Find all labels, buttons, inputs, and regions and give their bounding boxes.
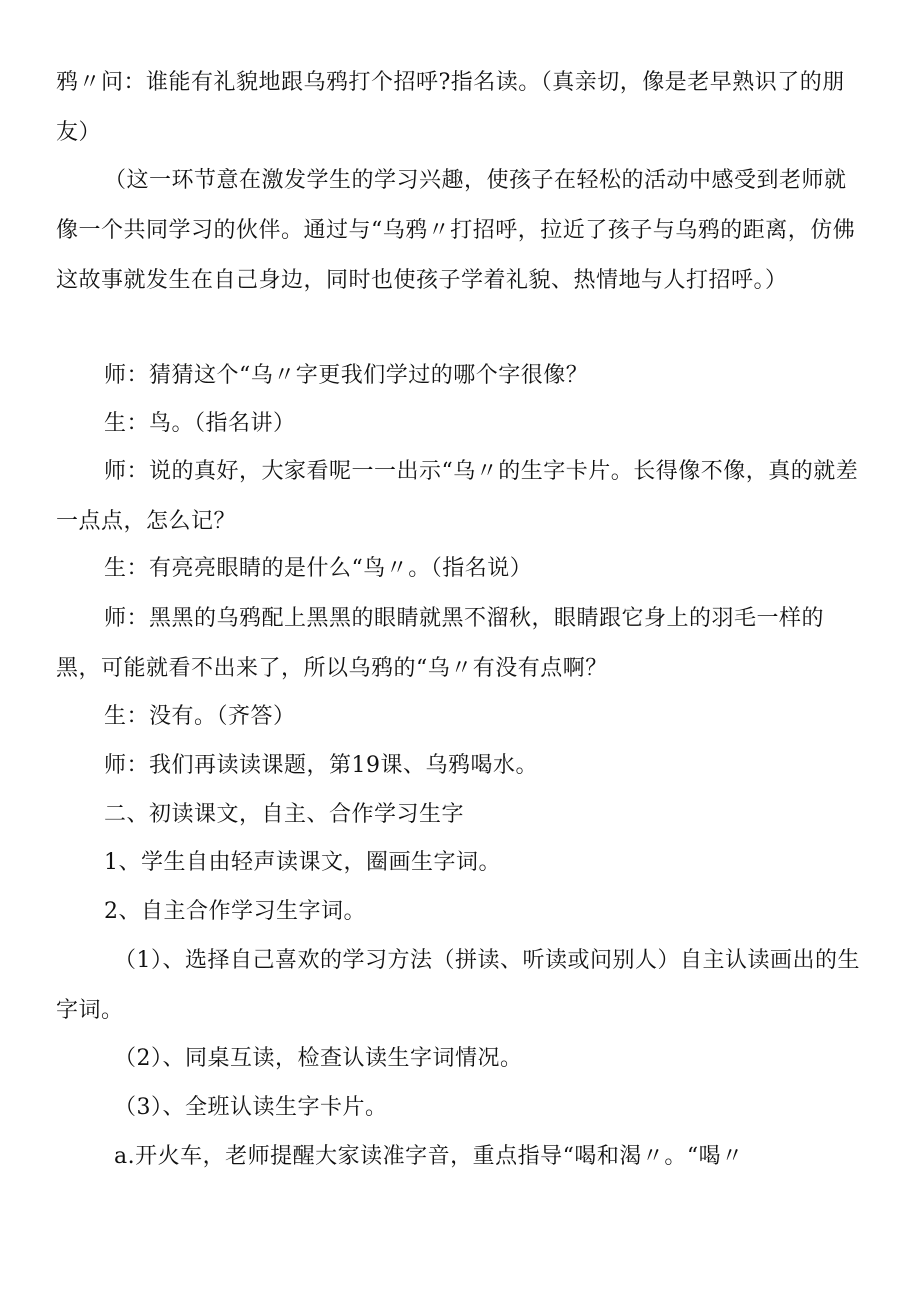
list-item-2: 2、自主合作学习生字词。 [104, 899, 366, 924]
paragraph-teacher-guess: 师：猜猜这个“乌〃字更我们学过的哪个字很像？ [104, 363, 589, 388]
paragraph-student-no: 生：没有。（齐答） [104, 704, 296, 729]
paragraph-teacher-title: 师：我们再读读课题，第19课、乌鸦喝水。 [104, 753, 538, 778]
paragraph-greeting: 鸦〃问：谁能有礼貌地跟乌鸦打个招呼?指名读。（真亲切，像是老早熟识了的朋友） [56, 70, 845, 145]
sub-item-1: （1）、选择自己喜欢的学习方法（拼读、听读或问别人）自主认读画出的生字词。 [56, 948, 860, 1023]
sub-item-3: （3）、全班认读生字卡片。 [114, 1095, 388, 1120]
paragraph-teacher-card: 师：说的真好，大家看呢一一出示“乌〃的生字卡片。长得像不像，真的就差一点点，怎么记？ [56, 459, 859, 534]
paragraph-student-eyes: 生：有亮亮眼睛的是什么“鸟〃。（指名说） [104, 556, 533, 581]
paragraph-teacher-black: 师：黑黑的乌鸦配上黑黑的眼睛就黑不溜秋，眼睛跟它身上的羽毛一样的黑，可能就看不出来了，所以乌鸦的“乌〃有没有点啊？ [56, 606, 825, 681]
paragraph-design-note: （这一环节意在激发学生的学习兴趣，使孩子在轻松的活动中感受到老师就像一个共同学习的伙伴。通过与“乌鸦〃打招呼，拉近了孩子与乌鸦的距离，仿佛这故事就发生在自己身边，同时也使孩子学着礼貌、热情地与人打招呼。） [56, 168, 856, 293]
list-item-1: 1、学生自由轻声读课文，圈画生字词。 [104, 850, 501, 875]
section-heading-2: 二、初读课文，自主、合作学习生字 [104, 802, 465, 827]
paragraph-student-bird: 生：鸟。（指名讲） [104, 411, 296, 436]
sub-item-a: a.开火车，老师提醒大家读准字音，重点指导“喝和渴〃。“喝〃 [114, 1144, 744, 1169]
sub-item-2: （2）、同桌互读，检查认读生字词情况。 [114, 1046, 523, 1071]
